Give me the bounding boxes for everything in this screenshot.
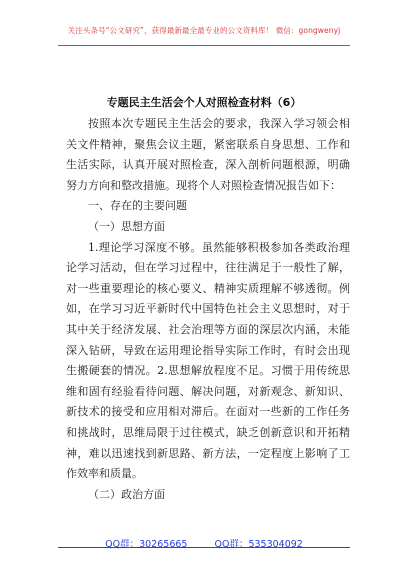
document-title: 专题民主生活会个人对照检查材料（6） — [106, 96, 302, 109]
subsection-heading-thought: （一）思想方面 — [88, 219, 165, 233]
footer-divider — [58, 547, 350, 548]
body-paragraph: 1.理论学习深度不够。虽然能够积极参加各类政治理论学习活动，但在学习过程中，往往满足于一般性了解，对一些重要理论的核心要义、精神实质理解不够透彻。例如，在学习习近平新时代中国特色社会主义思想时，对于其中关于经济发展、社会治理等方面的深层次内涵，未能深入钻研，导致在运用理论指导实际工作时，有时会出现生搬硬套的情况。2.思想解放程度不足。习惯于用传统思维和固有经验看待问题、解决问题，对新观念、新知识、新技术的接受和应用相对滞后。在面对一些新的工作任务和挑战时，思维局限于过往模式，缺乏创新意识和开拓精神，难以迅速找到新思路、新方法，一定程度上影响了工作效率和质量。 — [66, 240, 350, 481]
subsection-heading-politics: （二）政治方面 — [88, 487, 165, 501]
footer-qq-group-1: QQ群：30265665 — [105, 539, 188, 550]
document-body — [66, 114, 350, 505]
header-divider — [58, 45, 350, 46]
header-banner: 关注头条号“公文研究”，获得最新最全最专业的公文资料库！ 微信：gongwenyj — [67, 26, 341, 35]
intro-paragraph: 按照本次专题民主生活会的要求，我深入学习领会相关文件精神，聚焦会议主题，紧密联系自身思想、工作和生活实际，认真开展对照检查，深入剖析问题根源，明确努力方向和整改措施。现将个人对照检查情况报告如下： — [66, 117, 350, 192]
footer-qq-group-2: QQ群：535304092 — [214, 539, 303, 550]
section-heading-problems: 一、存在的主要问题 — [88, 199, 187, 213]
